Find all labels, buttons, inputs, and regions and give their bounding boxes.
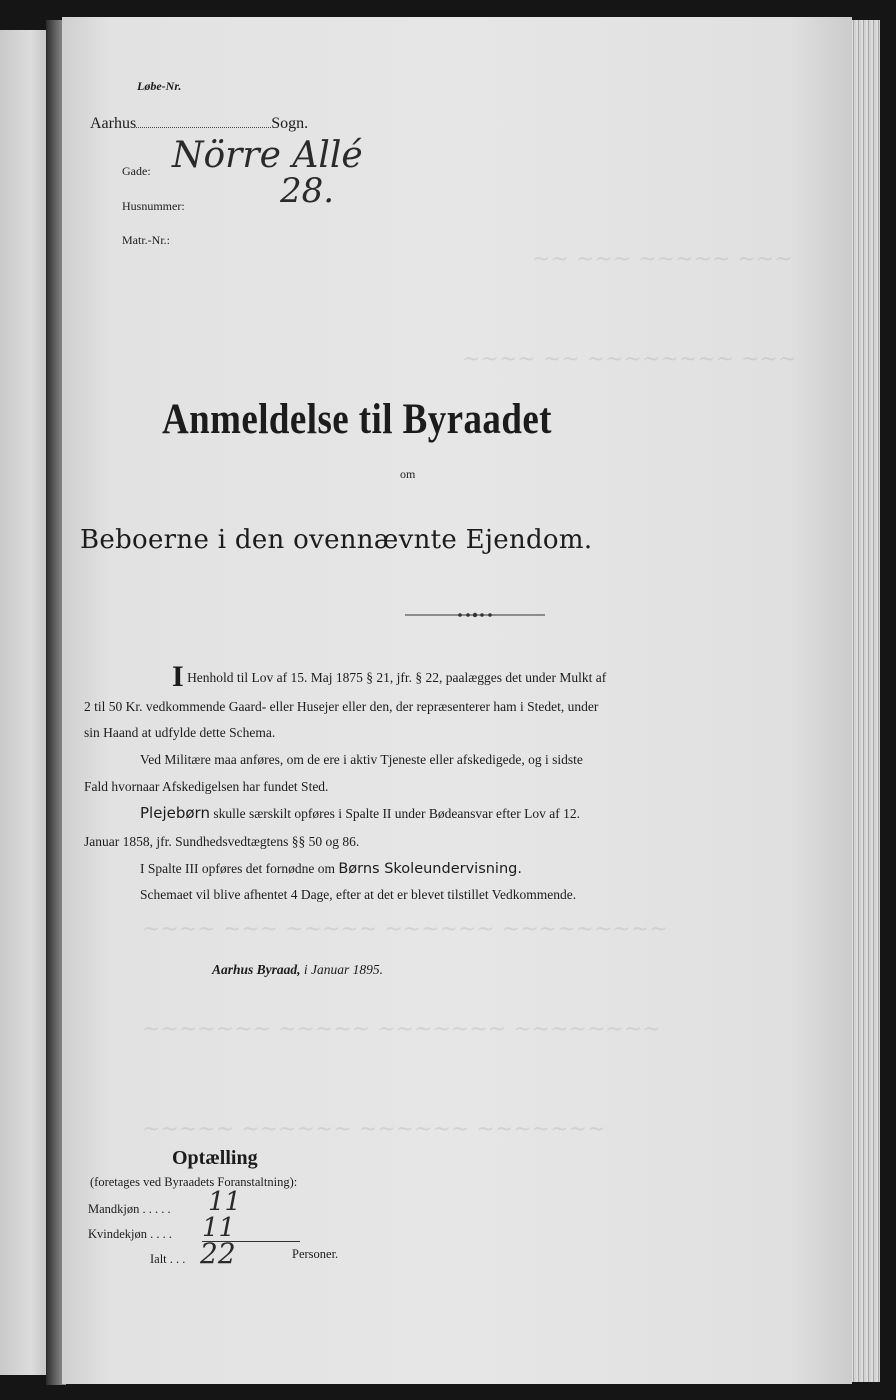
para1-line1 xyxy=(172,660,606,694)
matr-nr-label: Matr.-Nr.: xyxy=(122,233,170,247)
count-heading: Optælling xyxy=(172,1147,258,1169)
mandkjon-label: Mandkjøn xyxy=(88,1202,140,1216)
show-through-ink: ~~~~~ ~~~~~~ ~~~~~~ ~~~~~~~ xyxy=(142,1117,606,1142)
kvindekjon-value: 11 xyxy=(202,1213,236,1243)
para3-line1 xyxy=(140,804,580,822)
signature-date: i Januar 1895. xyxy=(303,962,384,977)
document-subtitle: Beboerne i den ovennævnte Ejendom. xyxy=(80,525,593,555)
left-page-edge xyxy=(0,30,52,1375)
para1-line1-text: Henhold til Lov af 15. Maj 1875 § 21, jfr. § 22, paalægges det under Mulkt af xyxy=(187,670,607,685)
sogn-label: Sogn. xyxy=(271,115,309,132)
ialt-row: Ialt . . . xyxy=(150,1252,186,1266)
signature-line xyxy=(212,962,383,978)
skoleundervisning-emph: Børns Skoleundervisning. xyxy=(338,861,522,877)
plejeborn-word: Plejebørn xyxy=(140,804,210,822)
drop-cap: I xyxy=(172,660,184,693)
husnummer-value: 28. xyxy=(280,171,335,211)
para5: Schemaet vil blive afhentet 4 Dage, efter at det er blevet tilstillet Vedkommende. xyxy=(140,887,577,902)
para2-line1: Ved Militære maa anføres, om de ere i aktiv Tjeneste eller afskedigede, og i sidste xyxy=(140,752,583,767)
mandkjon-row: Mandkjøn . . . . . xyxy=(88,1202,171,1216)
show-through-ink: ~~~~ ~~~ ~~~~~ ~~~~~~ ~~~~~~~~~ xyxy=(142,917,668,942)
para1-line2: 2 til 50 Kr. vedkommende Gaard- eller Husejer eller den, der repræsenterer ham i Stedet, under xyxy=(84,699,599,714)
para3-line1-text: skulle særskilt opføres i Spalte II under Bødeansvar efter Lov af 12. xyxy=(213,806,580,821)
gade-label: Gade: xyxy=(122,164,151,178)
ialt-label: Ialt xyxy=(150,1252,167,1266)
aarhus-sogn-row xyxy=(90,115,308,133)
lobe-nr-label: Løbe-Nr. xyxy=(137,79,182,93)
personer-label: Personer. xyxy=(292,1247,339,1261)
om-word: om xyxy=(400,467,416,481)
signature-issuer: Aarhus Byraad, xyxy=(212,962,301,977)
aarhus-label: Aarhus xyxy=(90,115,137,132)
mandkjon-value: 11 xyxy=(208,1187,242,1217)
para2-line2: Fald hvornaar Afskedigelsen har fundet Sted. xyxy=(84,779,329,794)
show-through-ink: ~~~~~~~ ~~~~~ ~~~~~~~ ~~~~~~~~ xyxy=(142,1017,661,1042)
kvindekjon-label: Kvindekjøn xyxy=(88,1227,148,1241)
ornament-divider xyxy=(405,610,545,620)
kvindekjon-row: Kvindekjøn . . . . xyxy=(88,1227,173,1241)
para4-text: I Spalte III opføres det fornødne om xyxy=(140,861,335,876)
ialt-value: 22 xyxy=(200,1237,236,1270)
show-through-ink: ~~~~ ~~ ~~~~~~~~ ~~~ xyxy=(462,347,797,372)
sogn-dotted-line xyxy=(136,127,271,128)
husnummer-label: Husnummer: xyxy=(122,199,185,213)
show-through-ink: ~~ ~~~ ~~~~~ ~~~ xyxy=(532,247,793,272)
para4 xyxy=(140,861,522,877)
gade-value: Nörre Allé xyxy=(172,135,363,176)
para3-line2: Januar 1858, jfr. Sundhedsvedtægtens §§ 50 og 86. xyxy=(84,834,360,849)
document-title: Anmeldelse til Byraadet xyxy=(162,396,552,443)
para1-line3: sin Haand at udfylde dette Schema. xyxy=(84,725,276,740)
count-note: (foretages ved Byraadets Foranstaltning): xyxy=(90,1175,298,1189)
document-page xyxy=(62,17,852,1384)
